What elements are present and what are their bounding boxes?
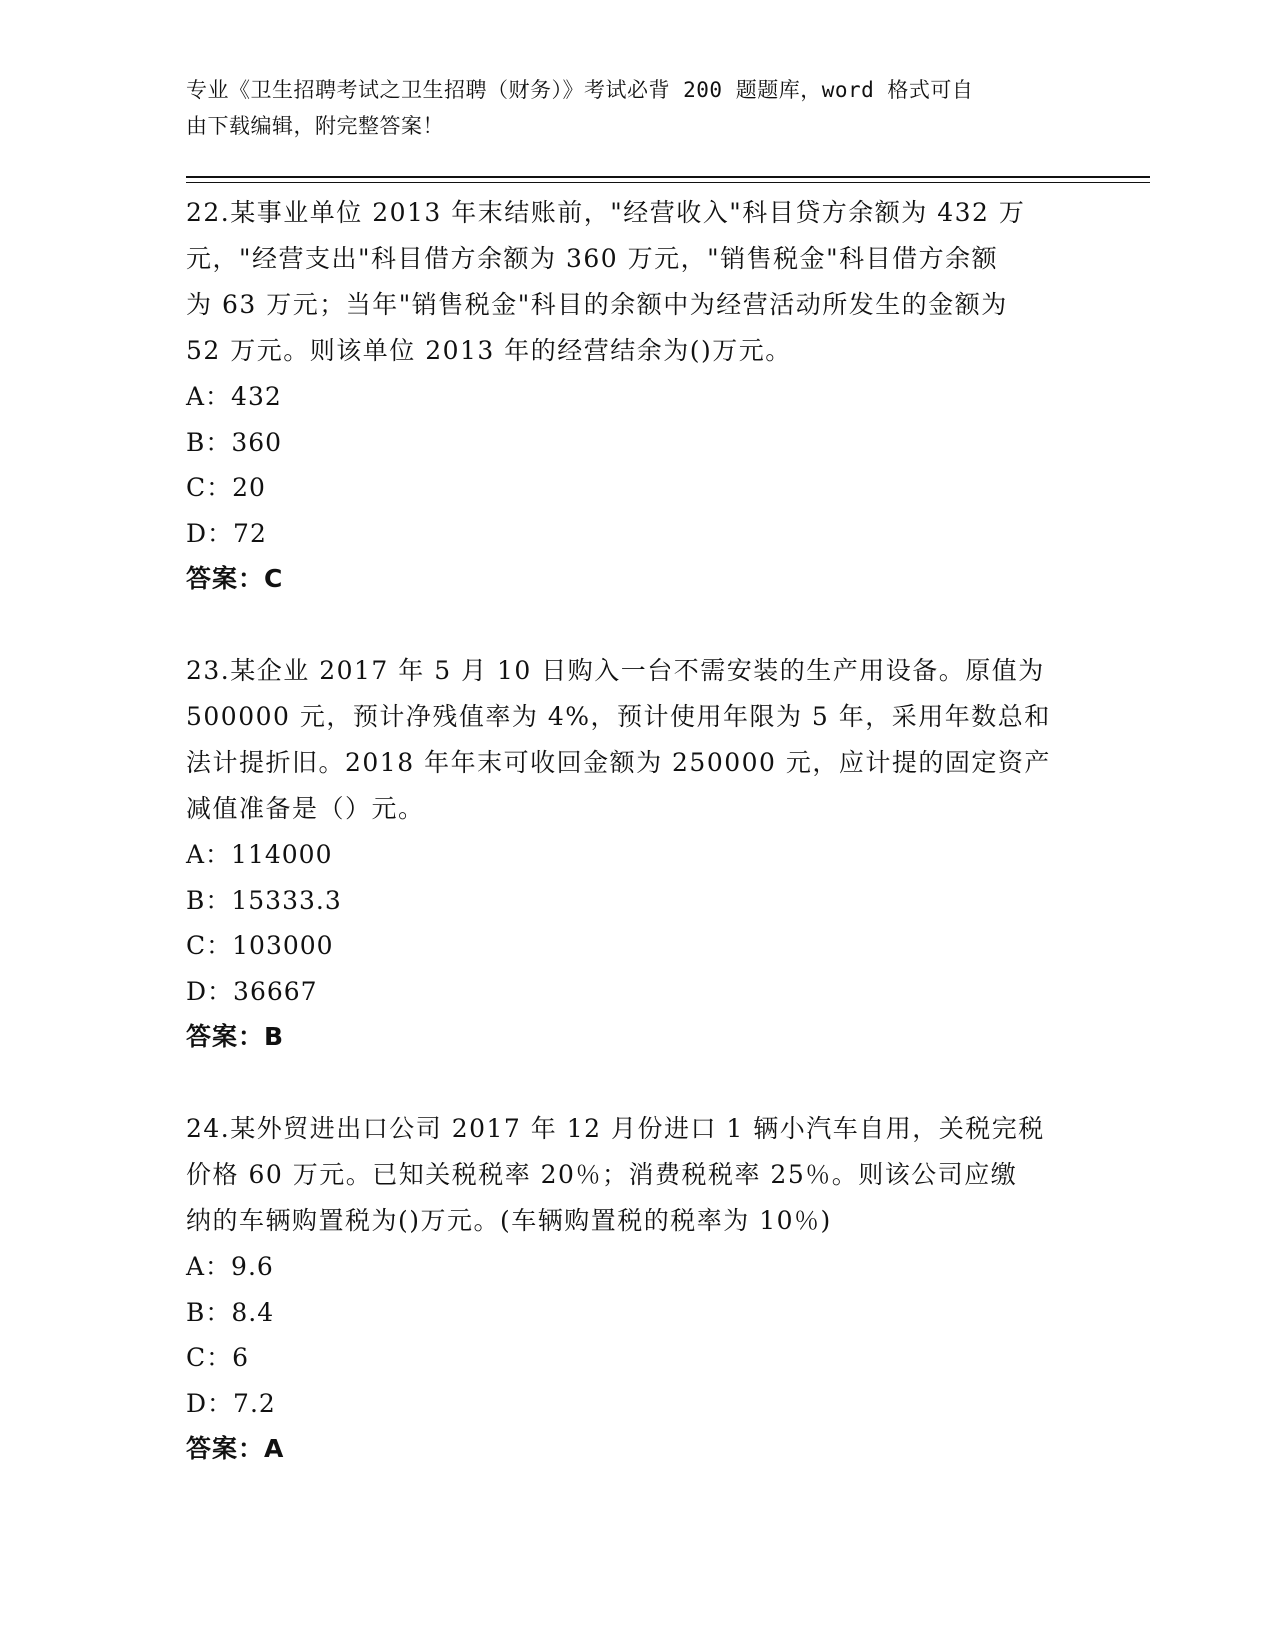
answer-label: 答案：C (186, 564, 284, 593)
question-23 (186, 648, 1086, 1060)
header-divider-thick (186, 176, 1150, 178)
header-line-2: 由下载编辑，附完整答案！ (186, 114, 444, 138)
answer-label: 答案：B (186, 1022, 285, 1051)
question-text-line: 为 63 万元；当年"销售税金"科目的余额中为经营活动所发生的金额为 (186, 290, 1008, 319)
question-text-line: 纳的车辆购置税为()万元。(车辆购置税的税率为 10％) (186, 1206, 832, 1235)
question-text-line: 22.某事业单位 2013 年末结账前，"经营收入"科目贷方余额为 432 万 (186, 198, 1026, 227)
question-list (186, 190, 1086, 1472)
header-line-1: 专业《卫生招聘考试之卫生招聘（财务）》考试必背 200 题题库，word 格式可自 (186, 78, 974, 102)
question-text-line: 24.某外贸进出口公司 2017 年 12 月份进口 1 辆小汽车自用，关税完税 (186, 1114, 1045, 1143)
option-b: B：8.4 (186, 1297, 275, 1327)
option-b: B：360 (186, 427, 283, 457)
option-c: C：103000 (186, 931, 334, 960)
option-a: A：114000 (186, 840, 333, 869)
option-d: D：7.2 (186, 1388, 276, 1418)
option-c: C：6 (186, 1343, 250, 1372)
question-22 (186, 190, 1086, 602)
header-divider-thin (186, 182, 1150, 183)
question-24 (186, 1106, 1086, 1472)
question-text-line: 52 万元。则该单位 2013 年的经营结余为()万元。 (186, 336, 792, 365)
option-a: A：9.6 (186, 1252, 274, 1281)
question-text-line: 500000 元，预计净残值率为 4%，预计使用年限为 5 年，采用年数总和 (186, 702, 1051, 731)
option-d: D：36667 (186, 976, 318, 1006)
option-b: B：15333.3 (186, 885, 342, 915)
option-c: C：20 (186, 473, 266, 502)
question-spacer (186, 1060, 1086, 1106)
answer-label: 答案：A (186, 1434, 285, 1463)
question-text-line: 价格 60 万元。已知关税税率 20％；消费税税率 25％。则该公司应缴 (186, 1160, 1018, 1189)
document-header (186, 72, 1076, 144)
question-text-line: 23.某企业 2017 年 5 月 10 日购入一台不需安装的生产用设备。原值为 (186, 656, 1045, 685)
question-spacer (186, 602, 1086, 648)
option-d: D：72 (186, 518, 267, 548)
question-text-line: 减值准备是（）元。 (186, 794, 425, 823)
option-a: A：432 (186, 382, 282, 411)
question-text-line: 元，"经营支出"科目借方余额为 360 万元，"销售税金"科目借方余额 (186, 244, 999, 273)
question-text-line: 法计提折旧。2018 年年末可收回金额为 250000 元，应计提的固定资产 (186, 748, 1051, 777)
